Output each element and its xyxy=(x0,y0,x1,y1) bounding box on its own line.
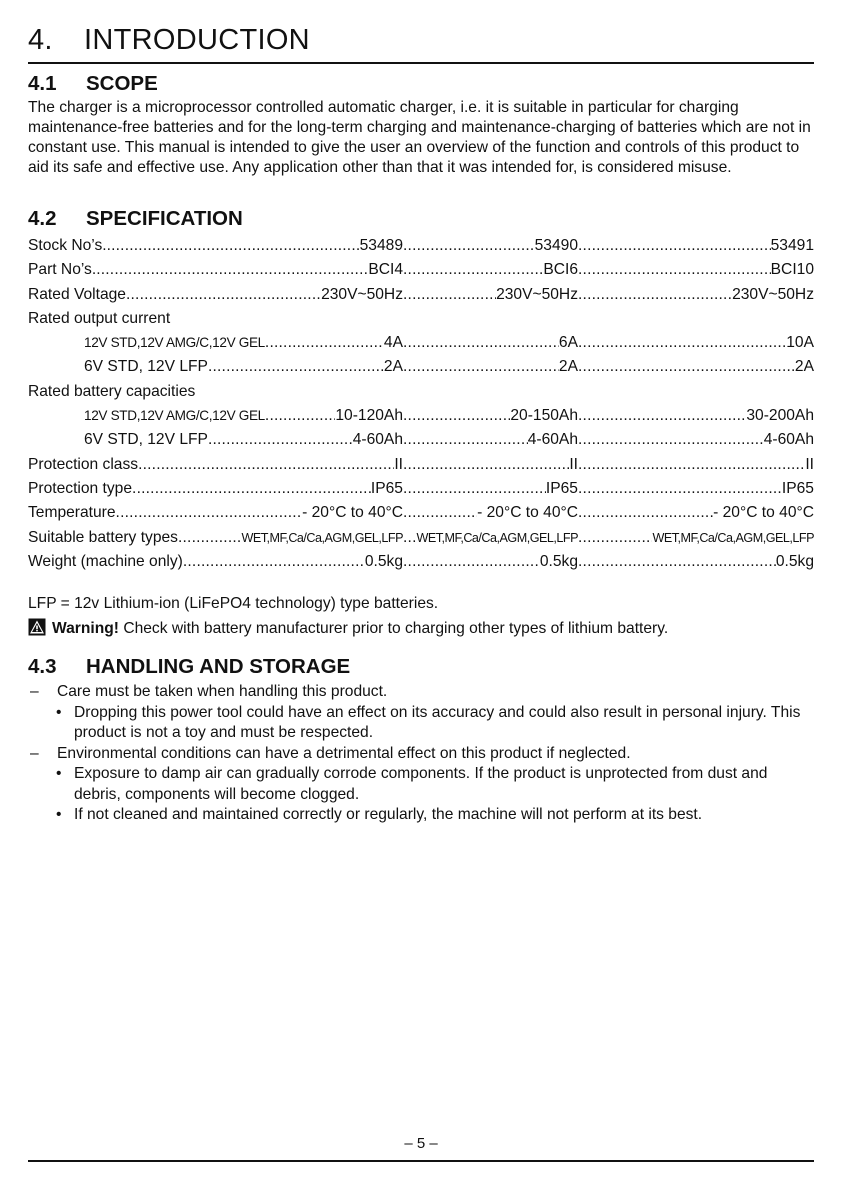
spec-label: 6V STD, 12V LFP xyxy=(84,358,208,376)
spec-row xyxy=(28,428,814,452)
spec-value-cell xyxy=(107,234,403,258)
leader-dots xyxy=(96,258,368,282)
spec-value: 10A xyxy=(786,334,814,352)
leader-dots xyxy=(183,550,365,574)
spec-value: 2A xyxy=(794,358,814,376)
section-number: 4. xyxy=(28,24,53,56)
scope-paragraph: The charger is a microprocessor controlled automatic charger, i.e. it is suitable in particular for charging maintenance-free batteries and for the long-term charging and maintenance-charging of batteries which are not in constant use. This manual is intended to give the user an overview of the function and controls of this product to aid its safe and effective use. Any application other than that it was intended for, is considered misuse. xyxy=(28,99,811,176)
leader-dots xyxy=(578,428,764,452)
footer-rule xyxy=(28,1160,814,1162)
spec-label: Protection class xyxy=(28,455,139,473)
leader-dots xyxy=(403,404,510,428)
spec-value-cell xyxy=(403,477,578,501)
leader-dots xyxy=(265,404,335,428)
leader-dots xyxy=(403,234,535,258)
spec-label: Rated Voltage xyxy=(28,285,126,303)
scope-heading xyxy=(28,72,158,96)
spec-value: 53489 xyxy=(359,237,403,254)
bullet-marker: • xyxy=(56,703,62,721)
leader-dots xyxy=(403,477,546,501)
bullet-list-item xyxy=(28,703,814,744)
spec-value: 20-150Ah xyxy=(510,407,578,425)
spec-value: 4-60Ah xyxy=(352,431,403,449)
dash-list-item xyxy=(28,744,814,765)
leader-dots xyxy=(578,404,746,428)
spec-value-cell xyxy=(138,453,403,477)
handling-list xyxy=(28,682,814,826)
spec-value: 4-60Ah xyxy=(763,431,814,449)
spec-value-cell xyxy=(403,550,578,574)
spec-label: Weight (machine only) xyxy=(28,552,183,570)
spec-value: II xyxy=(805,455,814,473)
spec-value: 2A xyxy=(558,358,578,376)
spec-label: 6V STD, 12V LFP xyxy=(84,431,208,449)
spec-value: 53490 xyxy=(534,237,578,254)
lfp-note: LFP = 12v Lithium-ion (LiFePO4 technology) type batteries. xyxy=(28,595,439,612)
leader-dots xyxy=(403,550,540,574)
warning-note xyxy=(28,618,668,642)
spec-value: 6A xyxy=(558,334,578,352)
spec-value-cell xyxy=(578,453,814,477)
scope-number: 4.1 xyxy=(28,72,57,95)
spec-row xyxy=(28,477,814,501)
list-item-text: Exposure to damp air can gradually corrode components. If the product is unprotected from dust and debris, components will become clogged. xyxy=(74,765,768,803)
spec-value-cell xyxy=(208,428,403,452)
spec-row xyxy=(28,550,814,574)
spec-value: IP65 xyxy=(370,479,403,497)
spec-value-cell xyxy=(578,501,814,525)
spec-label: 12V STD,12V AMG/C,12V GEL xyxy=(84,408,265,424)
specification-heading xyxy=(28,207,243,231)
spec-value: 30-200Ah xyxy=(746,407,814,425)
list-item-text: Environmental conditions can have a detrimental effect on this product if neglected. xyxy=(57,744,631,762)
spec-value-cell xyxy=(178,526,403,550)
bullet-marker: • xyxy=(56,806,62,823)
spec-value: BCI4 xyxy=(368,261,403,279)
spec-value-cell xyxy=(126,283,403,307)
spec-value: - 20°C to 40°C xyxy=(302,504,403,522)
spec-value-cell xyxy=(403,404,578,428)
leader-dots xyxy=(208,428,353,452)
leader-dots xyxy=(116,501,303,525)
spec-label: Stock No’s. xyxy=(28,237,107,254)
leader-dots xyxy=(403,355,559,379)
spec-value: IP65 xyxy=(781,479,814,497)
spec-value-cell xyxy=(403,355,578,379)
warning-icon xyxy=(28,618,46,642)
spec-value: 4A xyxy=(383,334,403,352)
spec-value-cell xyxy=(578,477,814,501)
spec-value-cell xyxy=(265,404,403,428)
list-item-text: If not cleaned and maintained correctly or regularly, the machine will not perform at its best. xyxy=(74,806,703,823)
spec-label: Part No’s. xyxy=(28,261,97,279)
spec-value-cell xyxy=(578,258,814,282)
leader-dots xyxy=(578,453,805,477)
spec-row xyxy=(28,404,814,428)
spec-value-cell xyxy=(403,526,578,550)
spec-value: - 20°C to 40°C xyxy=(477,504,578,522)
leader-dots xyxy=(138,453,394,477)
spec-value-cell xyxy=(578,234,814,258)
spec-row xyxy=(28,453,814,477)
spec-value: BCI6 xyxy=(543,261,578,279)
spec-value: 0.5kg xyxy=(775,552,814,570)
leader-dots xyxy=(578,331,786,355)
leader-dots xyxy=(132,477,371,501)
spec-value: 4-60Ah xyxy=(527,431,578,449)
spec-value-cell xyxy=(96,258,403,282)
spec-value: WET,MF,Ca/Ca,AGM,GEL,LFP xyxy=(241,530,403,545)
spec-value-cell xyxy=(132,477,403,501)
spec-label: Suitable battery types xyxy=(28,528,178,546)
leader-dots xyxy=(107,234,360,258)
section-title: INTRODUCTION xyxy=(84,24,310,56)
spec-value: IP65 xyxy=(545,479,578,497)
dash-marker: – xyxy=(30,744,39,762)
spec-value-cell xyxy=(403,258,578,282)
leader-dots xyxy=(578,234,771,258)
leader-dots xyxy=(126,283,321,307)
spec-value-cell xyxy=(403,501,578,525)
heading-rule xyxy=(28,62,814,64)
list-item-text: Dropping this power tool could have an effect on its accuracy and could also result in personal injury. This product is not a toy and must be respected. xyxy=(74,703,801,741)
spec-value: 10-120Ah xyxy=(335,407,403,425)
spec-value: 2A xyxy=(383,358,403,376)
spec-value: II xyxy=(569,455,578,473)
bullet-list-item xyxy=(28,805,814,826)
spec-value-cell xyxy=(403,283,578,307)
spec-row xyxy=(28,258,814,282)
spec-value: WET,MF,Ca/Ca,AGM,GEL,LFP xyxy=(416,530,578,545)
list-item-text: Care must be taken when handling this product. xyxy=(57,683,388,700)
spec-value: 230V~50Hz xyxy=(496,285,578,303)
spec-value-cell xyxy=(403,234,578,258)
spec-row xyxy=(28,331,814,355)
spec-label: Protection type xyxy=(28,479,133,497)
spec-row xyxy=(28,380,814,404)
leader-dots xyxy=(578,283,732,307)
leader-dots xyxy=(578,550,776,574)
spec-value-cell xyxy=(116,501,403,525)
spec-row xyxy=(28,283,814,307)
leader-dots xyxy=(578,477,782,501)
spec-value-cell xyxy=(578,355,814,379)
warning-label: Warning! xyxy=(52,620,119,637)
spec-value-cell xyxy=(578,404,814,428)
leader-dots xyxy=(403,501,477,525)
leader-dots xyxy=(403,258,543,282)
spec-row xyxy=(28,355,814,379)
spec-value-cell xyxy=(578,526,814,550)
spec-value-cell xyxy=(578,428,814,452)
spec-value-cell xyxy=(403,453,578,477)
handling-number: 4.3 xyxy=(28,655,57,678)
leader-dots xyxy=(403,526,416,550)
spec-row xyxy=(28,501,814,525)
spec-value: 53491 xyxy=(770,237,814,254)
leader-dots xyxy=(578,501,713,525)
handling-heading xyxy=(28,655,350,679)
spec-row xyxy=(28,234,814,258)
leader-dots xyxy=(265,331,384,355)
spec-row xyxy=(28,307,814,331)
scope-title: SCOPE xyxy=(86,72,158,95)
spec-value: 0.5kg xyxy=(539,552,578,570)
handling-title: HANDLING AND STORAGE xyxy=(86,655,351,678)
spec-value: 230V~50Hz xyxy=(732,285,814,303)
spec-value-cell xyxy=(208,355,403,379)
leader-dots xyxy=(578,355,795,379)
bullet-list-item xyxy=(28,764,814,805)
spec-value-cell xyxy=(403,428,578,452)
specification-number: 4.2 xyxy=(28,207,57,230)
spec-value-cell xyxy=(403,331,578,355)
spec-value-cell xyxy=(578,331,814,355)
leader-dots xyxy=(178,526,241,550)
leader-dots xyxy=(403,428,528,452)
specification-title: SPECIFICATION xyxy=(86,207,243,230)
spec-label: Temperature xyxy=(28,504,116,522)
spec-label: Rated battery capacities xyxy=(28,382,196,400)
warning-text: Check with battery manufacturer prior to charging other types of lithium battery. xyxy=(118,620,669,637)
spec-value: - 20°C to 40°C xyxy=(713,504,814,522)
spec-value: 0.5kg xyxy=(364,552,403,570)
dash-list-item xyxy=(28,682,814,703)
spec-value-cell xyxy=(578,283,814,307)
manual-page xyxy=(28,0,814,1192)
spec-value: BCI10 xyxy=(770,261,814,279)
dash-marker: – xyxy=(30,683,39,700)
section-heading xyxy=(28,24,310,57)
spec-value: II xyxy=(394,455,403,473)
leader-dots xyxy=(208,355,384,379)
spec-value: 230V~50Hz xyxy=(321,285,403,303)
specification-table xyxy=(28,234,814,574)
spec-value: WET,MF,Ca/Ca,AGM,GEL,LFP xyxy=(652,530,814,545)
page-number: – 5 – xyxy=(404,1135,438,1152)
bullet-marker: • xyxy=(56,765,62,782)
leader-dots xyxy=(578,258,771,282)
spec-value-cell xyxy=(578,550,814,574)
spec-label: 12V STD,12V AMG/C,12V GEL xyxy=(84,335,265,351)
spec-row xyxy=(28,526,814,550)
leader-dots xyxy=(403,283,496,307)
spec-label: Rated output current xyxy=(28,309,171,327)
spec-value-cell xyxy=(265,331,403,355)
spec-value-cell xyxy=(183,550,403,574)
leader-dots xyxy=(403,331,559,355)
leader-dots xyxy=(578,526,652,550)
leader-dots xyxy=(403,453,569,477)
